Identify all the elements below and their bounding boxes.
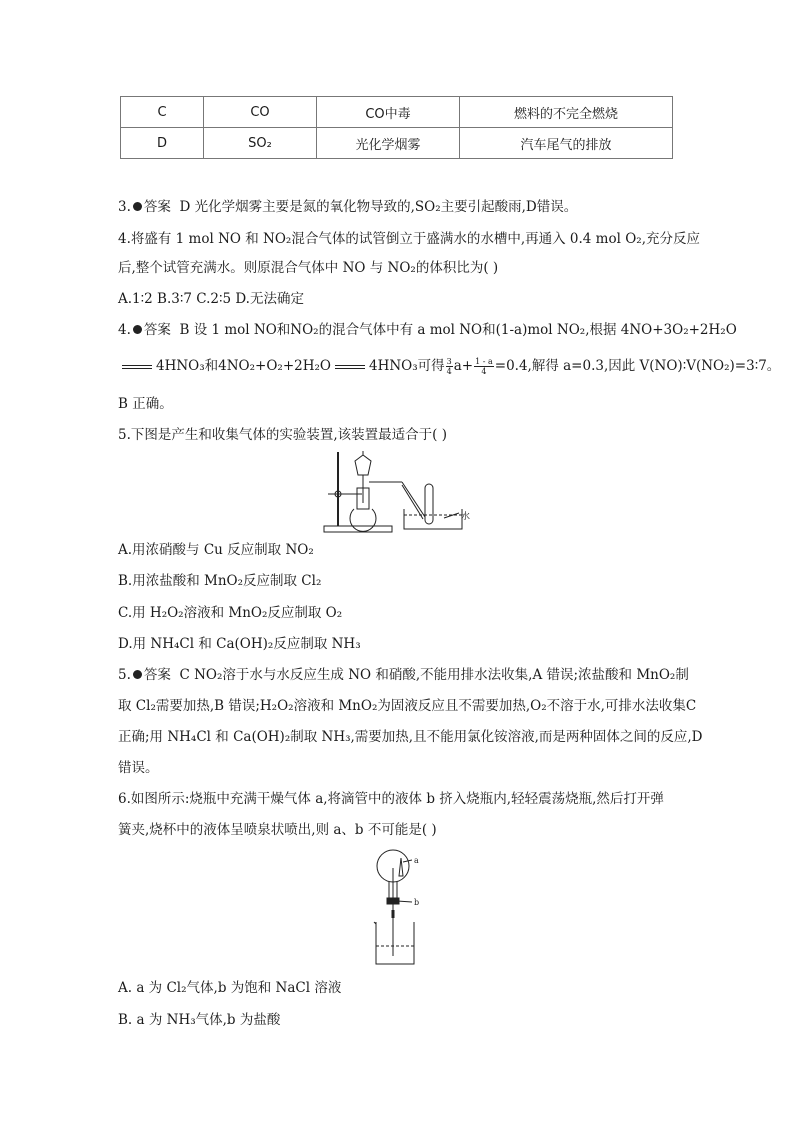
q6-option-b: B. a 为 NH₃气体,b 为盐酸 — [118, 1012, 281, 1028]
equation-text: =0.4,解得 a=0.3,因此 V(NO)∶V(NO₂)=3∶7。 — [494, 358, 781, 374]
table-cell: 光化学烟雾 — [317, 128, 460, 159]
answer-text: B 设 1 mol NO和NO₂的混合气体中有 a mol NO和(1-a)mol NO₂,根据 4NO+3O₂+2H₂O — [179, 322, 737, 338]
q6-stem-line1: 6.如图所示:烧瓶中充满干燥气体 a,将滴管中的液体 b 挤入烧瓶内,轻轻震荡烧瓶,然后打开弹 — [118, 791, 664, 807]
q4-answer-line2 — [118, 356, 780, 376]
equals-sign — [335, 365, 365, 369]
q5-answer-line1 — [118, 665, 689, 685]
fountain-experiment-figure — [364, 846, 432, 968]
q4-answer-line3: B 正确。 — [118, 396, 173, 412]
options-table — [120, 96, 673, 159]
gas-a-label: a — [414, 856, 419, 865]
answer-text: D 光化学烟雾主要是氮的氧化物导致的,SO₂主要引起酸雨,D错误。 — [179, 199, 578, 215]
q5-option-d: D.用 NH₄Cl 和 Ca(OH)₂反应制取 NH₃ — [118, 636, 361, 652]
q4-answer-line1 — [118, 320, 737, 340]
q5-answer-line3: 正确;用 NH₄Cl 和 Ca(OH)₂制取 NH₃,需要加热,且不能用氯化铵溶液,而是两种固体之间的反应,D — [118, 729, 703, 745]
question-number: 4. — [118, 322, 131, 338]
answer-label: 答案 — [143, 667, 171, 683]
q6-option-a: A. a 为 Cl₂气体,b 为饱和 NaCl 溶液 — [118, 980, 342, 996]
fraction: $\frac{3}{4}$ — [446, 357, 452, 376]
answer-label: 答案 — [143, 199, 171, 215]
table-cell: C — [121, 97, 204, 128]
liquid-b-label: b — [414, 898, 420, 907]
water-label: 水 — [461, 512, 471, 522]
equation-text: 4HNO₃和4NO₂+O₂+2H₂O — [156, 358, 331, 374]
answer-text: C NO₂溶于水与水反应生成 NO 和硝酸,不能用排水法收集,A 错误;浓盐酸和 MnO₂制 — [179, 667, 689, 683]
q5-option-a: A.用浓硝酸与 Cu 反应制取 NO₂ — [118, 542, 314, 558]
table-cell: 汽车尾气的排放 — [460, 128, 673, 159]
q5-answer-line2: 取 Cl₂需要加热,B 错误;H₂O₂溶液和 MnO₂为固液反应且不需要加热,O₂不溶于水,可排水法收集C — [118, 698, 697, 714]
q5-stem: 5.下图是产生和收集气体的实验装置,该装置最适合于( ) — [118, 427, 447, 443]
q5-option-c: C.用 H₂O₂溶液和 MnO₂反应制取 O₂ — [118, 605, 343, 621]
table-cell: 燃料的不完全燃烧 — [460, 97, 673, 128]
q5-answer-line4: 错误。 — [118, 760, 159, 776]
table-cell: CO — [204, 97, 317, 128]
answer-icon — [133, 325, 142, 334]
table-row — [121, 128, 673, 159]
q6-stem-line2: 簧夹,烧杯中的液体呈喷泉状喷出,则 a、b 不可能是( ) — [118, 822, 437, 838]
gas-apparatus-figure — [322, 447, 482, 535]
q5-option-b: B.用浓盐酸和 MnO₂反应制取 Cl₂ — [118, 573, 322, 589]
equation-text: 4HNO₃可得 — [368, 358, 445, 374]
table-cell: CO中毒 — [317, 97, 460, 128]
question-number: 5. — [118, 667, 131, 683]
answer-label: 答案 — [143, 322, 171, 338]
equation-text: a+ — [453, 358, 474, 374]
table-row — [121, 97, 673, 128]
q3-answer — [118, 197, 577, 217]
answer-icon — [133, 670, 142, 679]
equals-sign — [122, 365, 152, 369]
answer-icon — [133, 202, 142, 211]
q4-stem-line1: 4.将盛有 1 mol NO 和 NO₂混合气体的试管倒立于盛满水的水槽中,再通入 0.4 mol O₂,充分反应 — [118, 231, 700, 247]
fraction: $\frac{1 - a}{4}$ — [475, 357, 493, 376]
question-number: 3. — [118, 199, 131, 215]
q4-stem-line2: 后,整个试管充满水。则原混合气体中 NO 与 NO₂的体积比为( ) — [118, 260, 499, 276]
q4-options: A.1∶2 B.3∶7 C.2∶5 D.无法确定 — [118, 291, 304, 307]
table-cell: SO₂ — [204, 128, 317, 159]
table-cell: D — [121, 128, 204, 159]
